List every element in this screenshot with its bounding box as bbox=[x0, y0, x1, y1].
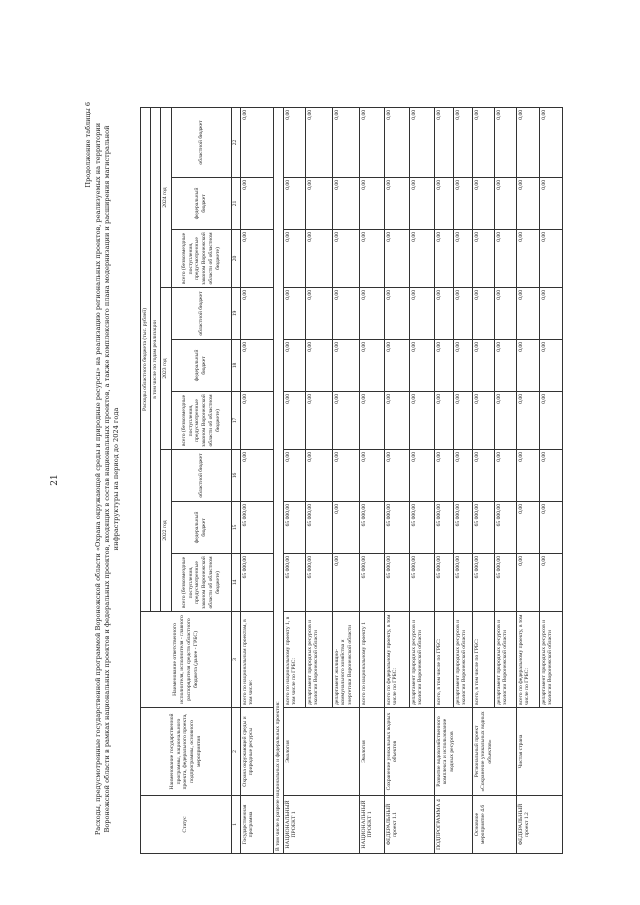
header-total-2024: всего (безвозмездные поступления, предусмотренные законом Воронежской области об областном бюджете) bbox=[171, 230, 231, 288]
header-federal-2024: федеральный бюджет bbox=[171, 178, 231, 230]
row-status: НАЦИОНАЛЬНЫЙ ПРОЕКТ 1 bbox=[359, 796, 384, 854]
rotated-page bbox=[40, 100, 580, 860]
value-cell: 0,00 bbox=[453, 392, 472, 450]
column-number: 15 bbox=[231, 502, 240, 554]
value-cell: 0,00 bbox=[539, 502, 562, 554]
table-body bbox=[240, 107, 562, 853]
value-cell: 0,00 bbox=[539, 450, 562, 502]
value-cell: 65 000,00 bbox=[359, 554, 384, 612]
value-cell: 0,00 bbox=[539, 230, 562, 288]
header-year-2023: 2023 год bbox=[160, 288, 171, 450]
value-cell: 0,00 bbox=[472, 392, 494, 450]
value-cell: 0,00 bbox=[283, 340, 305, 392]
value-cell: 65 000,00 bbox=[409, 502, 434, 554]
value-cell: 0,00 bbox=[516, 178, 539, 230]
value-cell: 0,00 bbox=[434, 340, 453, 392]
value-cell: 0,00 bbox=[359, 340, 384, 392]
value-cell: 0,00 bbox=[240, 288, 273, 340]
row-name: Региональный проект «Сохранение уникальных водных объектов» bbox=[472, 708, 516, 796]
value-cell: 0,00 bbox=[240, 340, 273, 392]
value-cell: 65 000,00 bbox=[434, 554, 453, 612]
value-cell: 0,00 bbox=[384, 288, 409, 340]
value-cell: 0,00 bbox=[305, 178, 332, 230]
value-cell: 65 000,00 bbox=[240, 502, 273, 554]
row-executor: всего, в том числе по ГРБС: bbox=[472, 612, 494, 708]
value-cell: 0,00 bbox=[409, 340, 434, 392]
value-cell: 0,00 bbox=[359, 107, 384, 177]
table-row bbox=[434, 107, 453, 853]
value-cell: 0,00 bbox=[409, 288, 434, 340]
value-cell: 0,00 bbox=[494, 450, 516, 502]
value-cell: 0,00 bbox=[384, 107, 409, 177]
column-number: 18 bbox=[231, 340, 240, 392]
value-cell: 0,00 bbox=[409, 450, 434, 502]
section-label: В том числе в разрезе национальных и федеральных проектов: bbox=[273, 107, 283, 853]
value-cell: 0,00 bbox=[516, 392, 539, 450]
row-executor: департамент жилищно-коммунального хозяйства и энергетики Воронежской области bbox=[332, 612, 359, 708]
value-cell: 0,00 bbox=[434, 230, 453, 288]
value-cell: 0,00 bbox=[409, 107, 434, 177]
header-executor: Наименование ответственного исполнителя, исполнителя - главного распорядителя средств областного бюджета (далее - ГРБС) bbox=[141, 612, 232, 708]
table-heading: Расходы, предусмотренные государственной программой Воронежской области «Охрана окружающей среды и природные ресурсы» на реализацию региональных проектов, реализуемых на территории Воронежской области в рамках национальных проектов и федеральных проектов, входящих в состав национальных проектов, а также комплексного плана модернизации и расширения магистральной инфраструктуры на период до 2024 года bbox=[94, 122, 121, 836]
value-cell: 0,00 bbox=[453, 288, 472, 340]
column-number: 2 bbox=[231, 708, 240, 796]
value-cell: 0,00 bbox=[240, 107, 273, 177]
value-cell: 0,00 bbox=[472, 178, 494, 230]
value-cell: 0,00 bbox=[240, 178, 273, 230]
value-cell: 0,00 bbox=[305, 107, 332, 177]
column-number: 21 bbox=[231, 178, 240, 230]
column-number: 16 bbox=[231, 450, 240, 502]
value-cell: 0,00 bbox=[516, 230, 539, 288]
value-cell: 0,00 bbox=[472, 230, 494, 288]
table-row bbox=[384, 107, 409, 853]
value-cell: 65 000,00 bbox=[359, 502, 384, 554]
table-row bbox=[240, 107, 273, 853]
value-cell: 65 000,00 bbox=[305, 502, 332, 554]
row-executor: всего, в том числе по ГРБС: bbox=[434, 612, 453, 708]
value-cell: 0,00 bbox=[453, 340, 472, 392]
value-cell: 0,00 bbox=[434, 288, 453, 340]
row-name: Экология bbox=[283, 708, 359, 796]
column-number: 14 bbox=[231, 554, 240, 612]
row-status: ФЕДЕРАЛЬНЫЙ проект 1.1 bbox=[384, 796, 434, 854]
appendix-label: Продолжение таблицы 6 bbox=[84, 102, 92, 188]
value-cell: 0,00 bbox=[359, 178, 384, 230]
value-cell: 0,00 bbox=[332, 107, 359, 177]
header-total-2023: всего (безвозмездные поступления, предусмотренные законом Воронежской области об областном бюджете) bbox=[171, 392, 231, 450]
value-cell: 0,00 bbox=[494, 178, 516, 230]
value-cell: 0,00 bbox=[494, 392, 516, 450]
row-status: НАЦИОНАЛЬНЫЙ ПРОЕКТ 1 bbox=[283, 796, 359, 854]
value-cell: 0,00 bbox=[332, 288, 359, 340]
value-cell: 65 000,00 bbox=[453, 554, 472, 612]
header-including: в том числе по годам реализации bbox=[150, 107, 160, 611]
value-cell: 0,00 bbox=[494, 340, 516, 392]
value-cell: 0,00 bbox=[283, 107, 305, 177]
expenses-table bbox=[140, 107, 563, 854]
page-number: 21 bbox=[50, 474, 60, 486]
value-cell: 0,00 bbox=[516, 450, 539, 502]
value-cell: 0,00 bbox=[332, 392, 359, 450]
row-executor: всего по национальному проекту 1, в том числе по ГРБС: bbox=[283, 612, 305, 708]
value-cell: 0,00 bbox=[283, 178, 305, 230]
value-cell: 0,00 bbox=[434, 178, 453, 230]
header-total-2022: всего (безвозмездные поступления, предусмотренные законом Воронежской области об областном бюджете) bbox=[171, 554, 231, 612]
column-number-row bbox=[231, 107, 240, 853]
row-executor: всего по национальным проектам, в том числе: bbox=[240, 612, 273, 708]
value-cell: 0,00 bbox=[283, 288, 305, 340]
value-cell: 0,00 bbox=[384, 178, 409, 230]
value-cell: 0,00 bbox=[305, 340, 332, 392]
value-cell: 0,00 bbox=[539, 178, 562, 230]
value-cell: 65 000,00 bbox=[240, 554, 273, 612]
table-row bbox=[283, 107, 305, 853]
value-cell: 0,00 bbox=[332, 502, 359, 554]
value-cell: 65 000,00 bbox=[494, 554, 516, 612]
row-status: Государственная программа bbox=[240, 796, 273, 854]
header-status: Статус bbox=[141, 796, 232, 854]
value-cell: 0,00 bbox=[332, 340, 359, 392]
value-cell: 0,00 bbox=[384, 392, 409, 450]
row-name: Чистая страна bbox=[516, 708, 562, 796]
value-cell: 0,00 bbox=[409, 392, 434, 450]
row-executor: департамент природных ресурсов и экологии Воронежской области bbox=[453, 612, 472, 708]
value-cell: 0,00 bbox=[359, 392, 384, 450]
row-status: ПОДПРОГРАММА 4 bbox=[434, 796, 472, 854]
value-cell: 0,00 bbox=[472, 288, 494, 340]
value-cell: 0,00 bbox=[384, 230, 409, 288]
value-cell: 0,00 bbox=[384, 450, 409, 502]
column-number: 19 bbox=[231, 288, 240, 340]
value-cell: 65 000,00 bbox=[384, 502, 409, 554]
value-cell: 0,00 bbox=[494, 107, 516, 177]
value-cell: 0,00 bbox=[332, 178, 359, 230]
value-cell: 0,00 bbox=[453, 178, 472, 230]
header-name: Наименование государственной программы, национального проекта, федерального проекта, подпрограммы, основного мероприятия bbox=[141, 708, 232, 796]
value-cell: 0,00 bbox=[516, 554, 539, 612]
value-cell: 0,00 bbox=[472, 107, 494, 177]
value-cell: 0,00 bbox=[305, 230, 332, 288]
row-name: Сохранение уникальных водных объектов bbox=[384, 708, 434, 796]
row-executor: департамент природных ресурсов и экологии Воронежской области bbox=[305, 612, 332, 708]
value-cell: 0,00 bbox=[539, 107, 562, 177]
header-federal-2023: федеральный бюджет bbox=[171, 340, 231, 392]
value-cell: 0,00 bbox=[305, 288, 332, 340]
column-number: 20 bbox=[231, 230, 240, 288]
row-status: Основное мероприятие 4.6 bbox=[472, 796, 516, 854]
value-cell: 0,00 bbox=[453, 107, 472, 177]
value-cell: 0,00 bbox=[494, 230, 516, 288]
row-executor: департамент природных ресурсов и экологии Воронежской области bbox=[494, 612, 516, 708]
value-cell: 0,00 bbox=[434, 392, 453, 450]
value-cell: 0,00 bbox=[332, 230, 359, 288]
header-year-2022: 2022 год bbox=[160, 450, 171, 612]
value-cell: 0,00 bbox=[539, 554, 562, 612]
header-expenses: Расходы областного бюджета (тыс. рублей) bbox=[141, 107, 151, 611]
value-cell: 0,00 bbox=[359, 288, 384, 340]
header-regional-2024: областной бюджет bbox=[171, 107, 231, 177]
value-cell: 0,00 bbox=[283, 450, 305, 502]
value-cell: 0,00 bbox=[472, 340, 494, 392]
header-federal-2022: федеральный бюджет bbox=[171, 502, 231, 554]
value-cell: 0,00 bbox=[539, 288, 562, 340]
value-cell: 0,00 bbox=[332, 450, 359, 502]
row-executor: всего по федеральному проекту, в том числе по ГРБС: bbox=[384, 612, 409, 708]
value-cell: 0,00 bbox=[516, 288, 539, 340]
column-number: 17 bbox=[231, 392, 240, 450]
value-cell: 65 000,00 bbox=[472, 502, 494, 554]
value-cell: 65 000,00 bbox=[384, 554, 409, 612]
value-cell: 0,00 bbox=[516, 502, 539, 554]
value-cell: 0,00 bbox=[305, 392, 332, 450]
column-number: 3 bbox=[231, 612, 240, 708]
value-cell: 0,00 bbox=[283, 230, 305, 288]
value-cell: 0,00 bbox=[305, 450, 332, 502]
value-cell: 0,00 bbox=[539, 392, 562, 450]
header-year-2024: 2024 год bbox=[160, 107, 171, 287]
row-name: Охрана окружающей среды и природные ресурсы bbox=[240, 708, 273, 796]
value-cell: 65 000,00 bbox=[494, 502, 516, 554]
row-name: Развитие водохозяйственного комплекса и использование водных ресурсов bbox=[434, 708, 472, 796]
value-cell: 65 000,00 bbox=[409, 554, 434, 612]
value-cell: 0,00 bbox=[359, 230, 384, 288]
value-cell: 65 000,00 bbox=[453, 502, 472, 554]
value-cell: 65 000,00 bbox=[305, 554, 332, 612]
value-cell: 65 000,00 bbox=[283, 502, 305, 554]
row-executor: департамент природных ресурсов и экологии Воронежской области bbox=[539, 612, 562, 708]
column-number: 22 bbox=[231, 107, 240, 177]
row-status: ФЕДЕРАЛЬНЫЙ проект 1.2 bbox=[516, 796, 562, 854]
value-cell: 65 000,00 bbox=[283, 554, 305, 612]
value-cell: 0,00 bbox=[240, 230, 273, 288]
row-executor: всего по национальному проекту 1 bbox=[359, 612, 384, 708]
row-executor: всего по федеральному проекту, в том числе по ГРБС: bbox=[516, 612, 539, 708]
table-row bbox=[359, 107, 384, 853]
value-cell: 0,00 bbox=[472, 450, 494, 502]
value-cell: 0,00 bbox=[434, 107, 453, 177]
value-cell: 0,00 bbox=[434, 450, 453, 502]
value-cell: 0,00 bbox=[240, 450, 273, 502]
value-cell: 0,00 bbox=[453, 230, 472, 288]
value-cell: 0,00 bbox=[494, 288, 516, 340]
value-cell: 0,00 bbox=[409, 178, 434, 230]
column-number: 1 bbox=[231, 796, 240, 854]
value-cell: 0,00 bbox=[332, 554, 359, 612]
table-row bbox=[516, 107, 539, 853]
value-cell: 65 000,00 bbox=[434, 502, 453, 554]
row-name: Экология bbox=[359, 708, 384, 796]
header-regional-2023: областной бюджет bbox=[171, 288, 231, 340]
value-cell: 0,00 bbox=[240, 392, 273, 450]
value-cell: 65 000,00 bbox=[472, 554, 494, 612]
value-cell: 0,00 bbox=[409, 230, 434, 288]
header-regional-2022: областной бюджет bbox=[171, 450, 231, 502]
row-executor: департамент природных ресурсов и экологии Воронежской области bbox=[409, 612, 434, 708]
value-cell: 0,00 bbox=[453, 450, 472, 502]
value-cell: 0,00 bbox=[539, 340, 562, 392]
value-cell: 0,00 bbox=[384, 340, 409, 392]
value-cell: 0,00 bbox=[516, 107, 539, 177]
value-cell: 0,00 bbox=[283, 392, 305, 450]
value-cell: 0,00 bbox=[359, 450, 384, 502]
table-row bbox=[472, 107, 494, 853]
value-cell: 0,00 bbox=[516, 340, 539, 392]
